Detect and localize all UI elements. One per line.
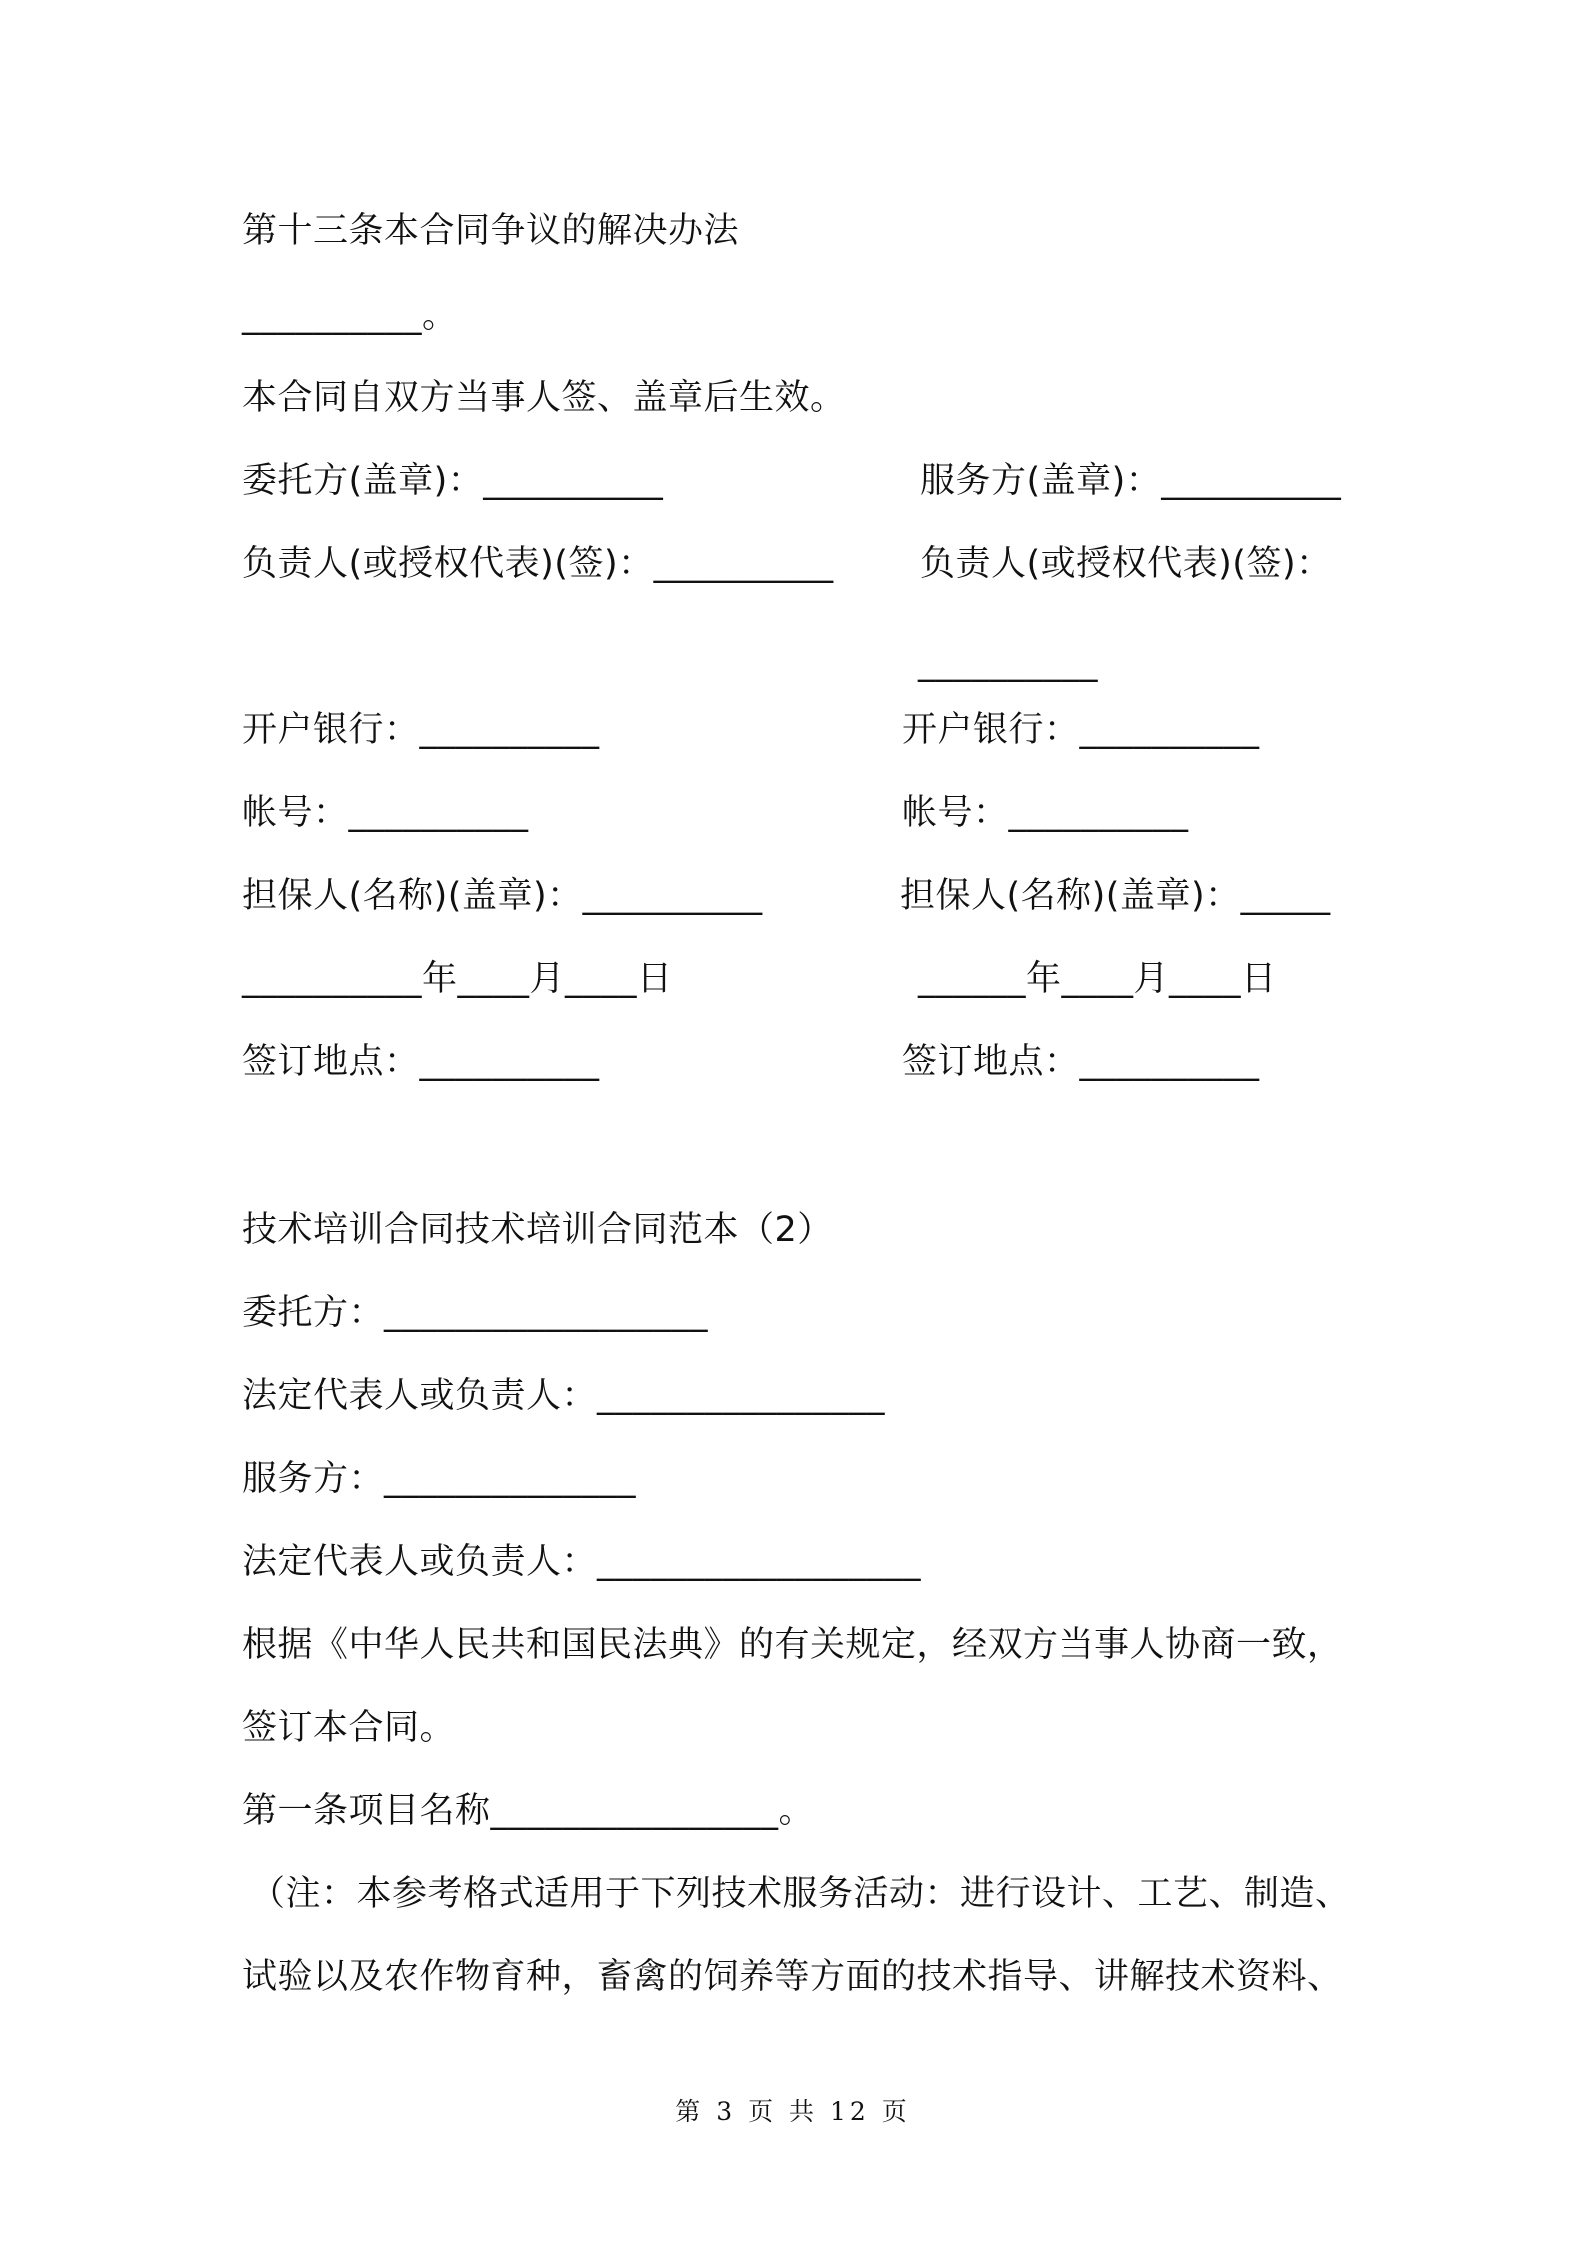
provider-guarantor-field: 担保人(名称)(盖章)：_____ [900, 876, 1331, 916]
provider-account-field: 帐号：__________ [902, 793, 1189, 833]
dispute-resolution-blank: __________。 [242, 296, 458, 336]
client-seal-field: 委托方(盖章)：__________ [242, 461, 664, 501]
client-place-field: 签订地点：__________ [242, 1042, 600, 1082]
provider-place-field: 签订地点：__________ [902, 1042, 1260, 1082]
provider-representative-blank: __________ [918, 643, 1098, 683]
client-bank-field: 开户银行：__________ [242, 710, 600, 750]
note-line-1: （注：本参考格式适用于下列技术服务活动：进行设计、工艺、制造、 [250, 1874, 1351, 1914]
provider-name-field: 服务方：______________ [242, 1459, 637, 1499]
effective-clause: 本合同自双方当事人签、盖章后生效。 [242, 378, 846, 418]
provider-representative-field: 负责人(或授权代表)(签)： [920, 544, 1332, 584]
client-representative-field: 负责人(或授权代表)(签)：__________ [242, 544, 834, 584]
article-13-heading: 第十三条本合同争议的解决办法 [242, 211, 740, 251]
legal-basis-line-1: 根据《中华人民共和国民法典》的有关规定，经双方当事人协商一致， [242, 1625, 1343, 1665]
note-line-2: 试验以及农作物育种，畜禽的饲养等方面的技术指导、讲解技术资料、 [242, 1957, 1343, 1997]
client-legal-rep-field: 法定代表人或负责人：________________ [242, 1376, 886, 1416]
page-number: 第 3 页 共 12 页 [675, 2097, 911, 2126]
client-date-field: __________年____月____日 [242, 959, 673, 999]
provider-legal-rep-field: 法定代表人或负责人：__________________ [242, 1542, 922, 1582]
client-name-field: 委托方：__________________ [242, 1293, 709, 1333]
provider-seal-field: 服务方(盖章)：__________ [920, 461, 1342, 501]
legal-basis-line-2: 签订本合同。 [242, 1708, 456, 1748]
provider-date-field: ______年____月____日 [918, 959, 1277, 999]
client-account-field: 帐号：__________ [242, 793, 529, 833]
article-1-project-name: 第一条项目名称________________。 [242, 1791, 815, 1831]
client-guarantor-field: 担保人(名称)(盖章)：__________ [242, 876, 763, 916]
contract-2-title: 技术培训合同技术培训合同范本（2） [242, 1210, 833, 1250]
provider-bank-field: 开户银行：__________ [902, 710, 1260, 750]
